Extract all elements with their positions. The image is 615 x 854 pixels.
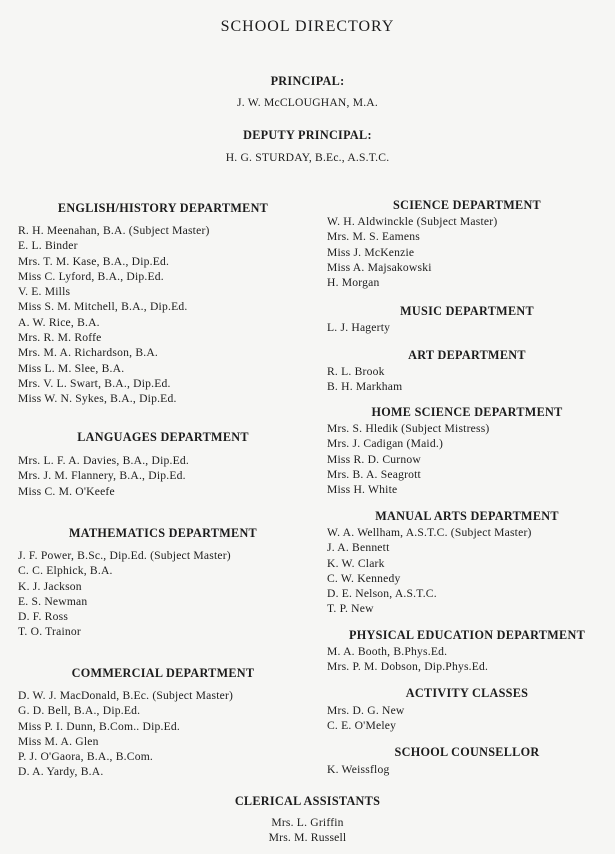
list-item: Miss M. A. Glen xyxy=(18,734,99,748)
list-item: D. E. Nelson, A.S.T.C. xyxy=(327,587,437,601)
science-list xyxy=(327,214,497,290)
languages-list xyxy=(18,453,189,499)
list-item: C. E. O'Meley xyxy=(327,719,397,733)
physical-education-heading: PHYSICAL EDUCATION DEPARTMENT xyxy=(348,628,586,642)
list-item: W. A. Wellham, A.S.T.C. (Subject Master) xyxy=(327,526,532,539)
school-counsellor-heading: SCHOOL COUNSELLOR xyxy=(394,745,540,759)
english-history-heading: ENGLISH/HISTORY DEPARTMENT xyxy=(57,201,269,215)
list-item: P. J. O'Gaora, B.A., B.Com. xyxy=(18,750,154,764)
physical-education-list xyxy=(327,644,488,675)
activity-classes-list xyxy=(327,703,405,734)
list-item: Mrs. L. F. A. Davies, B.A., Dip.Ed. xyxy=(18,454,189,467)
list-item: Mrs. P. M. Dobson, Dip.Phys.Ed. xyxy=(327,660,489,674)
list-item: D. W. J. MacDonald, B.Ec. (Subject Master) xyxy=(18,689,234,702)
english-history-list xyxy=(18,223,210,407)
clerical-assistant-name: Mrs. L. Griffin xyxy=(271,816,344,829)
languages-heading: LANGUAGES DEPARTMENT xyxy=(77,430,249,444)
list-item: Miss H. White xyxy=(327,483,398,497)
deputy-principal-heading: DEPUTY PRINCIPAL: xyxy=(243,128,372,142)
clerical-assistant-name: Mrs. M. Russell xyxy=(268,831,347,844)
list-item: Miss S. M. Mitchell, B.A., Dip.Ed. xyxy=(18,300,188,314)
list-item: C. W. Kennedy xyxy=(327,571,401,585)
mathematics-heading: MATHEMATICS DEPARTMENT xyxy=(69,526,257,540)
list-item: Miss A. Majsakowski xyxy=(327,260,432,274)
list-item: Mrs. T. M. Kase, B.A., Dip.Ed. xyxy=(18,254,170,268)
list-item: R. L. Brook xyxy=(327,365,385,378)
list-item: Mrs. S. Hledik (Subject Mistress) xyxy=(327,422,490,435)
list-item: J. A. Bennett xyxy=(327,541,390,555)
list-item: Mrs. V. L. Swart, B.A., Dip.Ed. xyxy=(18,376,171,390)
principal-heading: PRINCIPAL: xyxy=(270,74,345,88)
list-item: Miss P. I. Dunn, B.Com.. Dip.Ed. xyxy=(18,719,180,733)
list-item: R. H. Meenahan, B.A. (Subject Master) xyxy=(18,224,210,237)
list-item: Miss J. McKenzie xyxy=(327,245,415,259)
commercial-list xyxy=(18,688,233,780)
list-item: T. O. Trainor xyxy=(18,625,81,639)
music-heading: MUSIC DEPARTMENT xyxy=(400,304,534,318)
manual-arts-list xyxy=(327,525,532,617)
list-item: B. H. Markham xyxy=(327,380,403,394)
home-science-heading: HOME SCIENCE DEPARTMENT xyxy=(371,405,563,419)
art-heading: ART DEPARTMENT xyxy=(408,348,526,362)
list-item: Miss C. M. O'Keefe xyxy=(18,484,115,498)
home-science-list xyxy=(327,421,489,497)
list-item: Mrs. M. A. Richardson, B.A. xyxy=(18,346,159,360)
list-item: K. W. Clark xyxy=(327,556,385,570)
list-item: K. Weissflog xyxy=(327,763,390,776)
list-item: A. W. Rice, B.A. xyxy=(18,315,100,329)
list-item: Miss W. N. Sykes, B.A., Dip.Ed. xyxy=(18,392,177,406)
list-item: T. P. New xyxy=(327,602,374,616)
list-item: K. J. Jackson xyxy=(18,579,82,593)
list-item: Mrs. R. M. Roffe xyxy=(18,331,102,345)
list-item: J. F. Power, B.Sc., Dip.Ed. (Subject Master) xyxy=(18,549,231,562)
mathematics-list xyxy=(18,548,231,640)
list-item: M. A. Booth, B.Phys.Ed. xyxy=(327,645,448,658)
list-item: D. A. Yardy, B.A. xyxy=(18,765,104,779)
list-item: Mrs. J. M. Flannery, B.A., Dip.Ed. xyxy=(18,469,186,483)
art-list xyxy=(327,364,402,395)
list-item: E. L. Binder xyxy=(18,239,78,253)
science-heading: SCIENCE DEPARTMENT xyxy=(393,198,541,212)
list-item: Mrs. J. Cadigan (Maid.) xyxy=(327,437,444,451)
list-item: Miss L. M. Slee, B.A. xyxy=(18,361,125,375)
list-item: Mrs. D. G. New xyxy=(327,704,405,717)
list-item: Mrs. M. S. Eamens xyxy=(327,230,420,244)
list-item: G. D. Bell, B.A., Dip.Ed. xyxy=(18,704,141,718)
list-item: C. C. Elphick, B.A. xyxy=(18,564,113,578)
music-list xyxy=(327,320,390,335)
list-item: L. J. Hagerty xyxy=(327,321,391,334)
page-title: SCHOOL DIRECTORY xyxy=(220,18,395,35)
list-item: Mrs. B. A. Seagrott xyxy=(327,467,421,481)
list-item: Miss C. Lyford, B.A., Dip.Ed. xyxy=(18,269,164,283)
activity-classes-heading: ACTIVITY CLASSES xyxy=(405,686,529,700)
principal-name: J. W. McCLOUGHAN, M.A. xyxy=(237,96,378,109)
list-item: Miss R. D. Curnow xyxy=(327,452,421,466)
school-counsellor-list xyxy=(327,762,389,777)
list-item: E. S. Newman xyxy=(18,594,88,608)
list-item: D. F. Ross xyxy=(18,610,69,624)
list-item: H. Morgan xyxy=(327,276,380,290)
list-item: W. H. Aldwinckle (Subject Master) xyxy=(327,215,498,228)
list-item: V. E. Mills xyxy=(18,285,71,299)
deputy-principal-name: H. G. STURDAY, B.Ec., A.S.T.C. xyxy=(225,151,390,164)
commercial-heading: COMMERCIAL DEPARTMENT xyxy=(71,666,255,680)
manual-arts-heading: MANUAL ARTS DEPARTMENT xyxy=(375,509,559,523)
clerical-assistants-heading: CLERICAL ASSISTANTS xyxy=(234,794,381,808)
